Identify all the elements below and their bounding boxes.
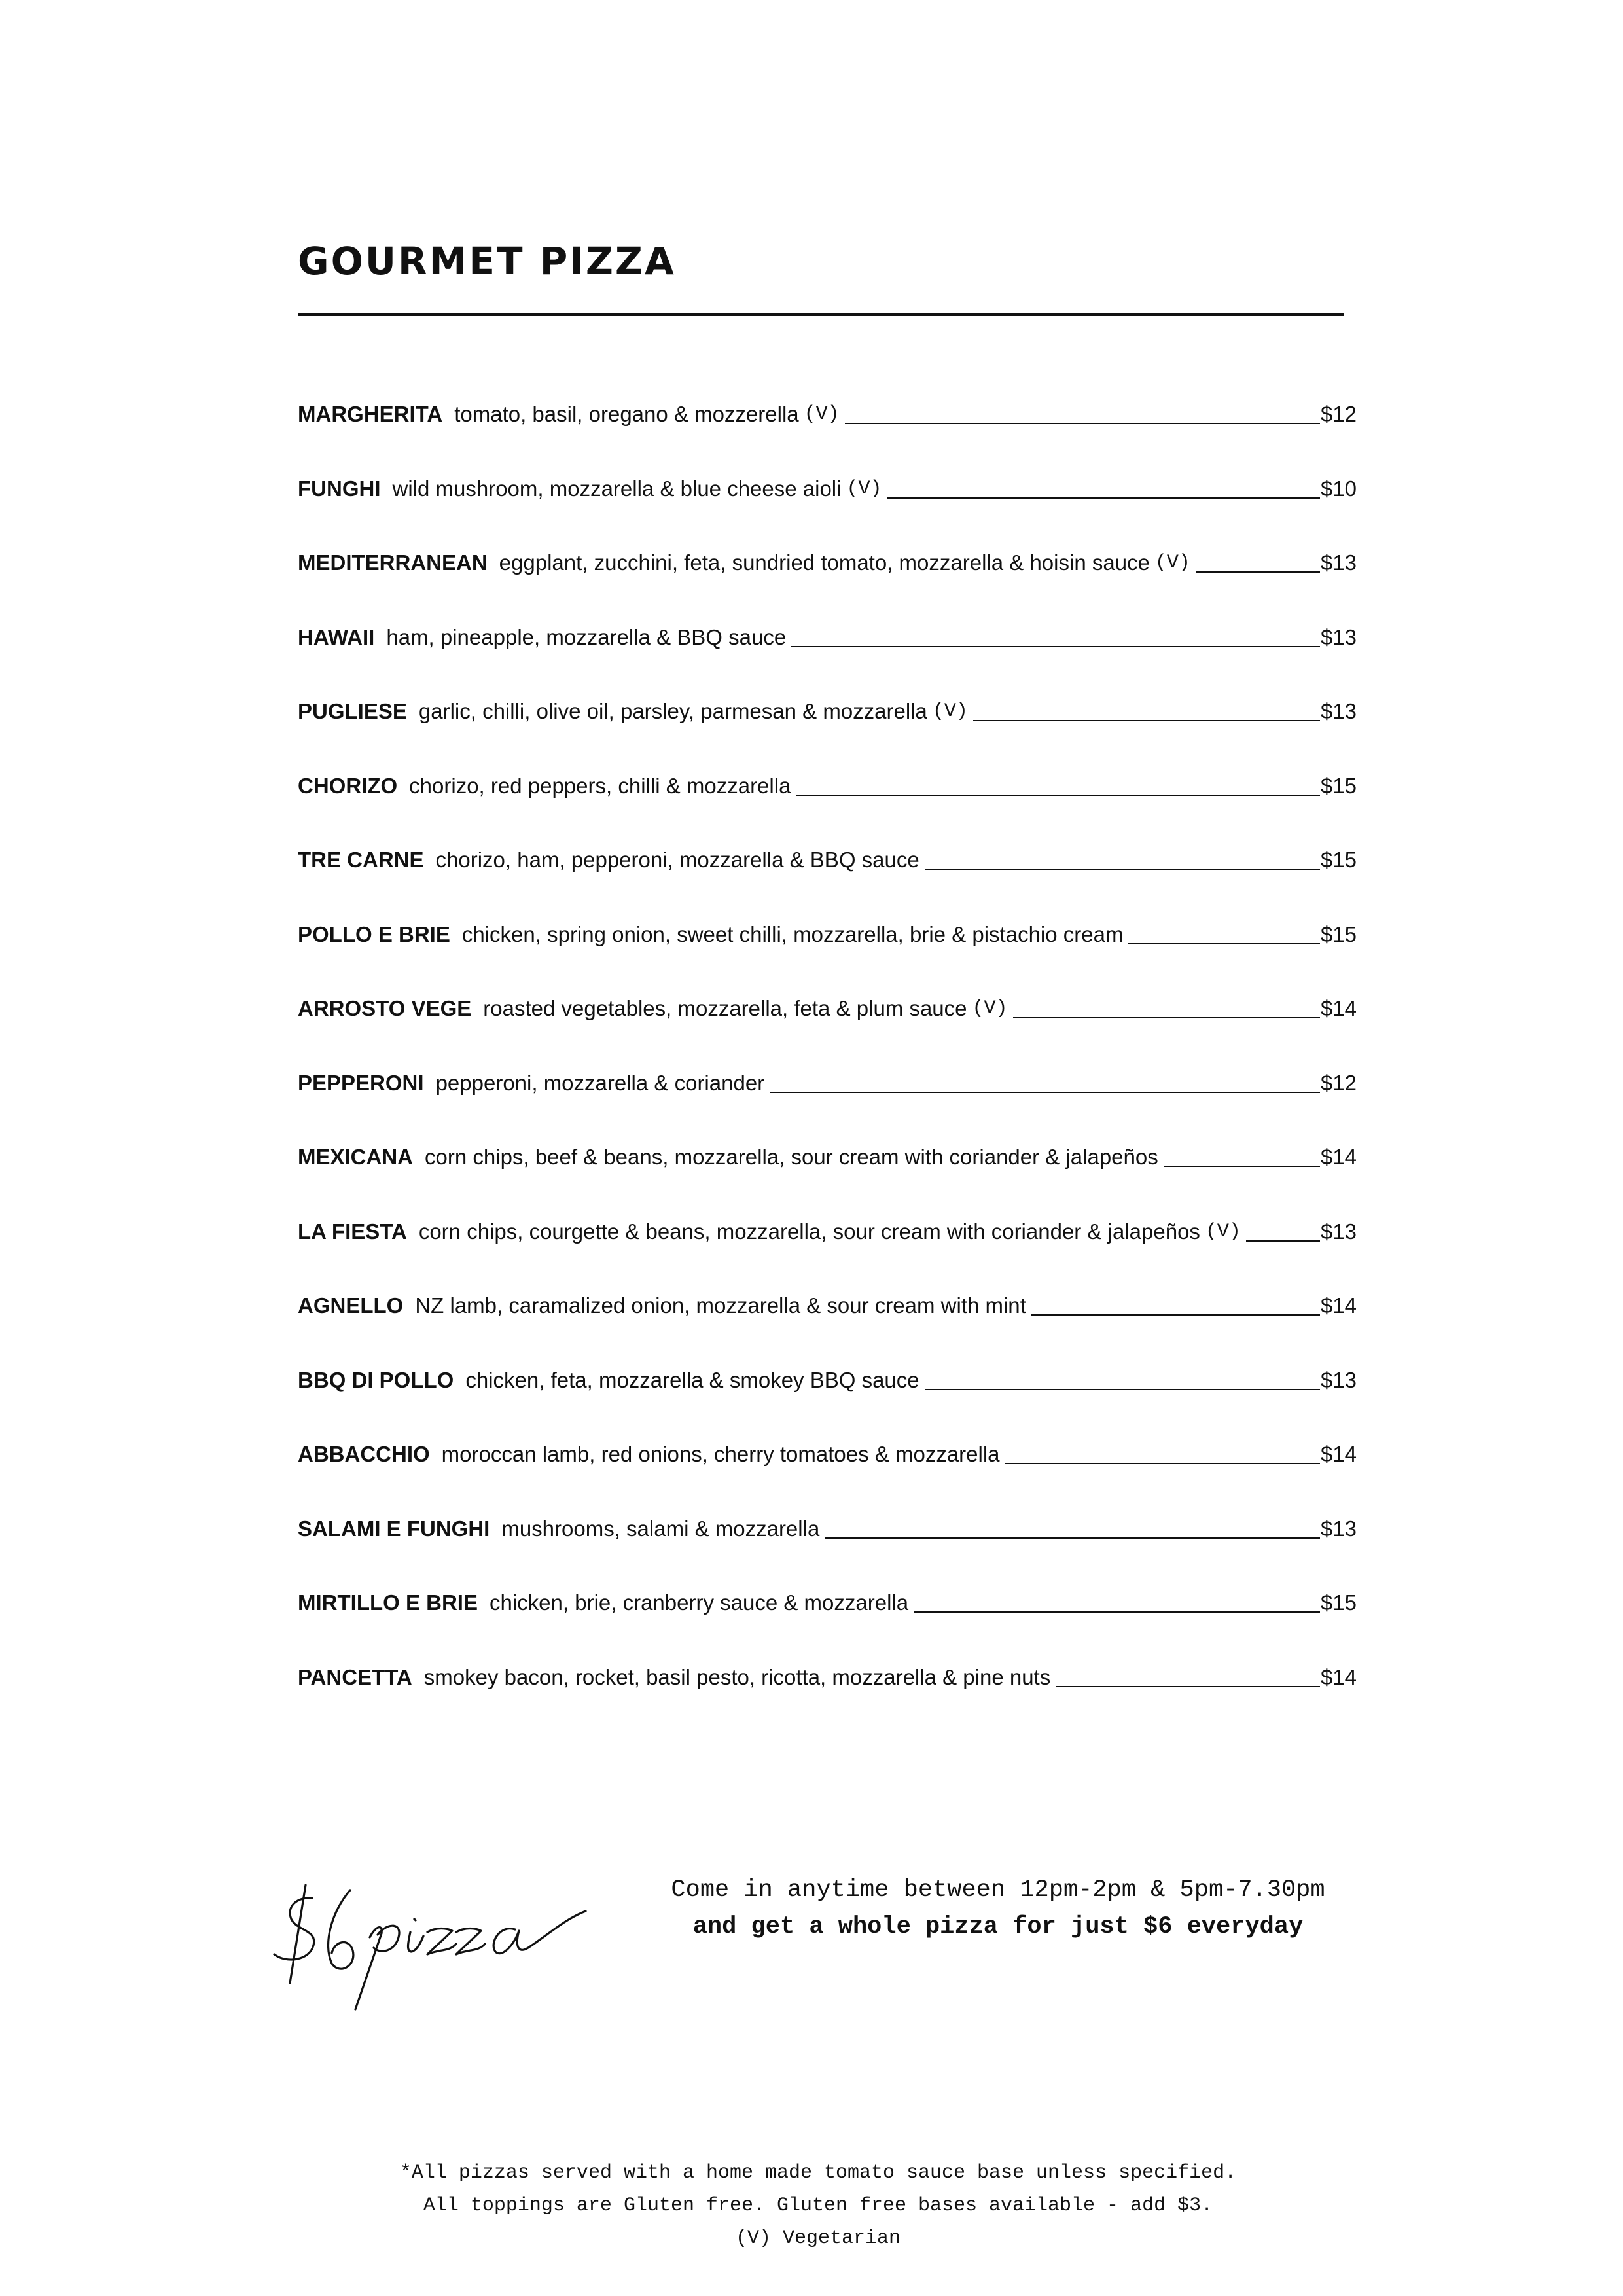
price-leader-line <box>770 1062 1320 1093</box>
menu-item <box>298 467 1357 542</box>
menu-item-name: LA FIESTA <box>298 1219 407 1244</box>
menu-item-price: $15 <box>1320 922 1357 946</box>
menu-item <box>298 1136 1357 1210</box>
vegetarian-badge: (V) <box>972 997 1008 1020</box>
menu-item-description: corn chips, courgette & beans, mozzarella, sour cream with coriander & jalapeños <box>418 1219 1200 1244</box>
price-leader-line <box>1005 1433 1320 1464</box>
pizza-menu-list <box>298 393 1357 1730</box>
menu-item-price: $13 <box>1320 624 1357 649</box>
title-divider <box>298 313 1344 316</box>
menu-item-price: $12 <box>1320 1070 1357 1095</box>
menu-item <box>298 541 1357 616</box>
promo-line-2: and get a whole pizza for just $6 everyday <box>692 1913 1304 1941</box>
menu-item <box>298 764 1357 839</box>
menu-item-price: $14 <box>1320 1664 1357 1689</box>
menu-item <box>298 913 1357 988</box>
menu-item-description: mushrooms, salami & mozzarella <box>501 1516 820 1541</box>
price-leader-line <box>1031 1284 1320 1316</box>
footnotes <box>288 2157 1348 2255</box>
menu-item-name: TRE CARNE <box>298 848 424 872</box>
vegetarian-badge: (V) <box>846 477 882 500</box>
menu-item <box>298 1210 1357 1285</box>
menu-item-name: ARROSTO VEGE <box>298 996 472 1020</box>
footnote-line-3: (V) Vegetarian <box>735 2227 901 2250</box>
price-leader-line <box>1128 913 1320 944</box>
menu-item-name: BBQ DI POLLO <box>298 1367 454 1392</box>
menu-item-price: $13 <box>1320 550 1357 575</box>
price-leader-line <box>925 1359 1320 1390</box>
menu-item-description: chicken, brie, cranberry sauce & mozzarella <box>490 1590 909 1615</box>
menu-item-name: PANCETTA <box>298 1664 412 1689</box>
menu-item <box>298 987 1357 1062</box>
menu-item <box>298 690 1357 764</box>
menu-item-price: $15 <box>1320 773 1357 798</box>
vegetarian-badge: (V) <box>932 700 968 723</box>
price-leader-line <box>1056 1656 1320 1687</box>
menu-item-description: wild mushroom, mozzarella & blue cheese aioli <box>392 476 842 501</box>
vegetarian-badge: (V) <box>1154 552 1190 574</box>
menu-item-description: moroccan lamb, red onions, cherry tomatoes & mozzarella <box>441 1442 1000 1466</box>
menu-item <box>298 1581 1357 1656</box>
menu-item-price: $10 <box>1320 476 1357 501</box>
price-leader-line <box>791 616 1320 647</box>
menu-item-name: MEXICANA <box>298 1145 414 1169</box>
menu-item-price: $13 <box>1320 699 1357 723</box>
menu-item-price: $14 <box>1320 1442 1357 1466</box>
menu-item <box>298 1433 1357 1507</box>
price-leader-line <box>1164 1136 1320 1167</box>
menu-item-description: chorizo, red peppers, chilli & mozzarella <box>409 773 791 798</box>
price-leader-line <box>887 467 1321 499</box>
footnote-line-2: All toppings are Gluten free. Gluten free bases available - add $3. <box>423 2195 1213 2217</box>
menu-item-name: AGNELLO <box>298 1293 404 1318</box>
menu-item <box>298 1062 1357 1136</box>
menu-item-name: MIRTILLO E BRIE <box>298 1590 478 1615</box>
menu-item-price: $15 <box>1320 1590 1357 1615</box>
promo-line-1: Come in anytime between 12pm-2pm & 5pm-7.30pm <box>671 1876 1325 1904</box>
menu-item <box>298 838 1357 913</box>
menu-item-price: $13 <box>1320 1516 1357 1541</box>
menu-item-price: $14 <box>1320 1293 1357 1318</box>
menu-item-description: eggplant, zucchini, feta, sundried tomato, mozzarella & hoisin sauce <box>499 550 1150 575</box>
menu-item <box>298 616 1357 691</box>
menu-item-name: CHORIZO <box>298 773 398 798</box>
menu-item-name: PEPPERONI <box>298 1070 424 1095</box>
menu-item-name: POLLO E BRIE <box>298 922 450 946</box>
menu-item-name: ABBACCHIO <box>298 1442 430 1466</box>
menu-item-description: chicken, feta, mozzarella & smokey BBQ sauce <box>465 1367 919 1392</box>
page-title: GOURMET PIZZA <box>298 239 676 283</box>
price-leader-line <box>1196 541 1320 573</box>
menu-item-price: $13 <box>1320 1367 1357 1392</box>
menu-item-description: pepperoni, mozzarella & coriander <box>435 1070 765 1095</box>
promo-text <box>645 1872 1351 1945</box>
menu-item-description: chicken, spring onion, sweet chilli, mozzarella, brie & pistachio cream <box>461 922 1124 946</box>
price-leader-line <box>796 764 1320 796</box>
vegetarian-badge: (V) <box>1205 1220 1241 1243</box>
menu-item-price: $15 <box>1320 848 1357 872</box>
menu-item-description: corn chips, beef & beans, mozzarella, sour cream with coriander & jalapeños <box>425 1145 1158 1169</box>
menu-item <box>298 1656 1357 1731</box>
menu-item-description: ham, pineapple, mozzarella & BBQ sauce <box>386 624 787 649</box>
price-leader-line <box>925 838 1320 870</box>
menu-item <box>298 1284 1357 1359</box>
menu-item-description: tomato, basil, oregano & mozzerella <box>454 402 799 426</box>
footnote-line-1: *All pizzas served with a home made tomato sauce base unless specified. <box>399 2162 1237 2184</box>
menu-item-description: roasted vegetables, mozzarella, feta & plum sauce <box>483 996 967 1020</box>
price-leader-line <box>825 1507 1320 1539</box>
menu-item-name: MARGHERITA <box>298 402 443 426</box>
menu-item-name: MEDITERRANEAN <box>298 550 488 575</box>
menu-item-name: SALAMI E FUNGHI <box>298 1516 490 1541</box>
menu-item-description: smokey bacon, rocket, basil pesto, ricotta, mozzarella & pine nuts <box>423 1664 1051 1689</box>
menu-item-price: $14 <box>1320 1145 1357 1169</box>
price-leader-line <box>845 393 1320 424</box>
price-leader-line <box>973 690 1320 721</box>
menu-item-price: $12 <box>1320 402 1357 426</box>
menu-item <box>298 393 1357 467</box>
menu-item <box>298 1359 1357 1433</box>
menu-item-name: HAWAII <box>298 624 375 649</box>
menu-item-name: FUNGHI <box>298 476 381 501</box>
menu-item-description: garlic, chilli, olive oil, parsley, parmesan & mozzarella <box>418 699 927 723</box>
menu-item-name: PUGLIESE <box>298 699 407 723</box>
price-leader-line <box>914 1581 1320 1613</box>
vegetarian-badge: (V) <box>804 403 840 425</box>
menu-item-price: $14 <box>1320 996 1357 1020</box>
menu-item-description: chorizo, ham, pepperoni, mozzarella & BBQ sauce <box>435 848 919 872</box>
menu-item-description: NZ lamb, caramalized onion, mozzarella & sour cream with mint <box>415 1293 1026 1318</box>
menu-item-price: $13 <box>1320 1219 1357 1244</box>
menu-item <box>298 1507 1357 1582</box>
price-leader-line <box>1246 1210 1320 1242</box>
six-dollar-pizza-script-logo <box>272 1859 638 2016</box>
price-leader-line <box>1013 987 1320 1018</box>
